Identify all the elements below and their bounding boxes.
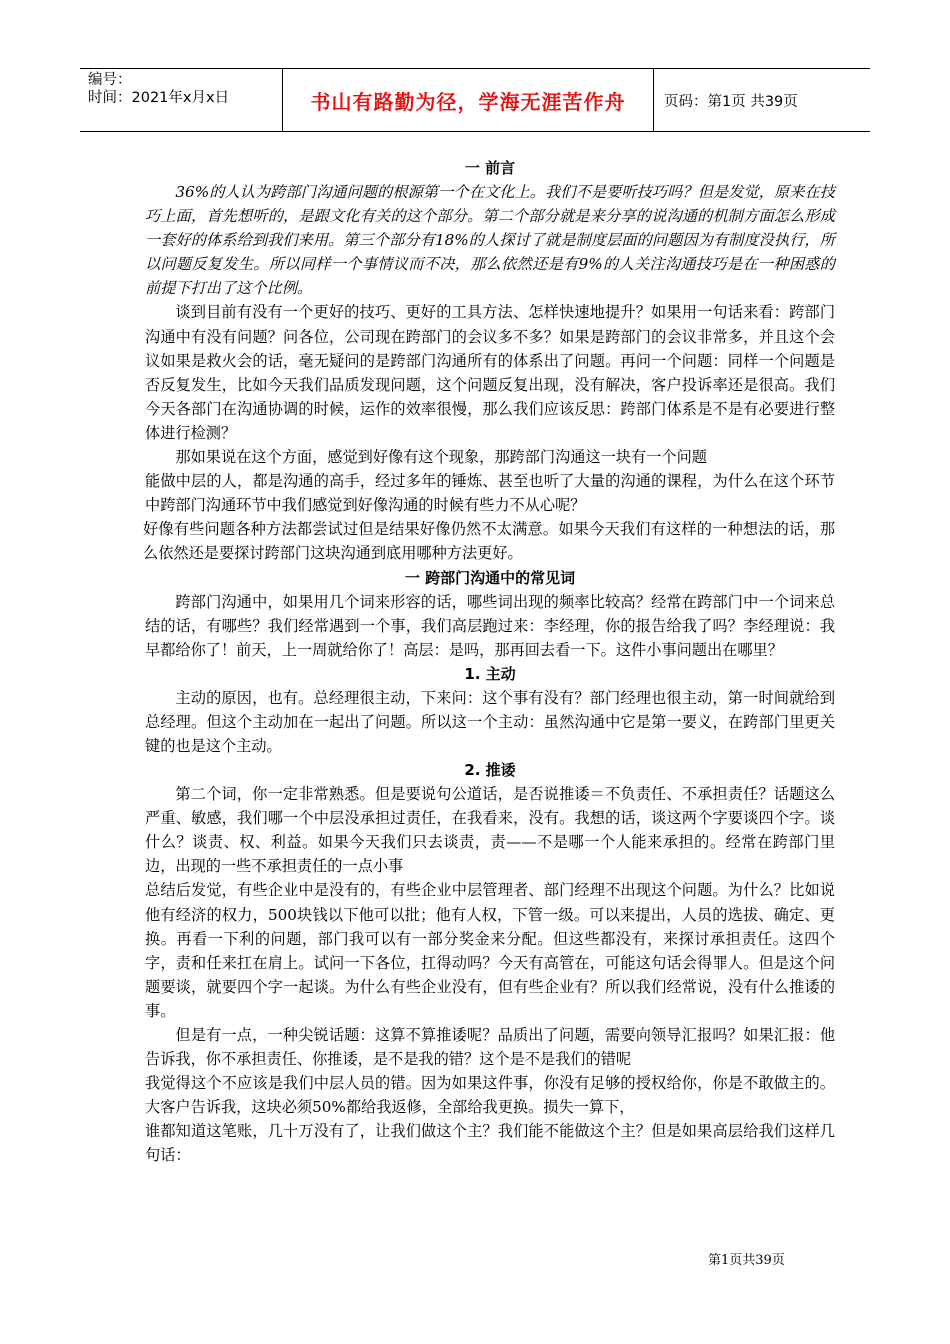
paragraph: 我觉得这个不应该是我们中层人员的错。因为如果这件事，你没有足够的授权给你，你是不敢做主的。大客户告诉我，这块必须50%都给我返修，全部给我更换。损失一算下， — [145, 1074, 835, 1117]
header-motto-cell — [282, 69, 654, 131]
paragraph: 好像有些问题各种方法都尝试过但是结果好像仍然不太满意。如果今天我们有这样的一种想法的话，那么依然还是要探讨跨部门这块沟通到底用哪种方法更好。 — [143, 520, 835, 563]
header-info-cell — [80, 69, 282, 131]
paragraph-intro: 36%的人认为跨部门沟通问题的根源第一个在文化上。我们不是要听技巧吗？但是发觉，原来在技巧上面，首先想听的，是跟文化有关的这个部分。第二个部分就是来分享的说沟通的机制方面怎么形成一套好的体系给到我们来用。第三个部分有18%的人探讨了就是制度层面的问题因为有制度没执行，所以问题反复发生。所以同样一个事情议而不决，那么依然还是有9%的人关注沟通技巧是在一种困惑的前提下打出了这个比例。 — [145, 183, 835, 298]
paragraph: 那如果说在这个方面，感觉到好像有这个现象，那跨部门沟通这一块有一个问题 — [175, 448, 707, 467]
document-number-label: 编号： — [88, 72, 132, 88]
paragraph: 谈到目前有没有一个更好的技巧、更好的工具方法、怎样快速地提升？如果用一句话来看：跨部门沟通中有没有问题？问各位，公司现在跨部门的会议多不多？如果是跨部门的会议非常多，并且这个会议如果是救火会的话，毫无疑问的是跨部门沟通所有的体系出了问题。再问一个问题：同样一个问题是否反复发生，比如今天我们品质发现问题，这个问题反复出现，没有解决，客户投诉率还是很高。我们今天各部门在沟通协调的时候，运作的效率很慢，那么我们应该反思：跨部门体系是不是有必要进行整体进行检测？ — [145, 303, 835, 442]
paragraph: 主动的原因，也有。总经理很主动，下来问：这个事有没有？部门经理也很主动，第一时间就给到总经理。但这个主动加在一起出了问题。所以这一个主动：虽然沟通中它是第一要义，在跨部门里更关键的也是这个主动。 — [145, 688, 835, 755]
subheading-initiative: 1. 主动 — [464, 664, 516, 683]
paragraph: 能做中层的人，都是沟通的高手，经过多年的锤炼、甚至也听了大量的沟通的课程，为什么在这个环节中跨部门沟通环节中我们感觉到好像沟通的时候有些力不从心呢？ — [145, 472, 835, 515]
paragraph: 第二个词，你一定非常熟悉。但是要说句公道话，是否说推诿＝不负责任、不承担责任？话题这么严重、敏感，我们哪一个中层没承担过责任，在我看来，没有。我想的话，谈这两个字要谈四个字。谈什么？谈责、权、利益。如果今天我们只去谈责，责——不是哪一个人能来承担的。经常在跨部门里边，出现的一些不承担责任的一点小事 — [145, 785, 835, 876]
document-date: 时间：2021年x月x日 — [88, 90, 230, 106]
section-heading-preface: 一 前言 — [464, 159, 516, 177]
paragraph: 但是有一点，一种尖锐话题：这算不算推诿呢？品质出了问题，需要向领导汇报吗？如果汇报：他告诉我，你不承担责任、你推诿，是不是我的错？这个是不是我们的错呢 — [145, 1026, 835, 1069]
paragraph: 谁都知道这笔账，几十万没有了，让我们做这个主？我们能不能做这个主？但是如果高层给我们这样几句话： — [145, 1122, 835, 1165]
document-body — [145, 156, 835, 1168]
page-header — [80, 68, 870, 132]
header-page-cell — [654, 69, 870, 131]
header-page-code: 页码：第1页 共39页 — [664, 93, 798, 110]
page-footer-indicator: 第1页共39页 — [708, 1253, 785, 1268]
header-motto: 书山有路勤为径，学海无涯苦作舟 — [310, 89, 626, 114]
subheading-shirking: 2. 推诿 — [464, 761, 516, 780]
paragraph: 总结后发觉，有些企业中是没有的，有些企业中层管理者、部门经理不出现这个问题。为什么？比如说他有经济的权力，500块钱以下他可以批；他有人权，下管一级。可以来提出，人员的选拔、确定、更换。再看一下利的问题，部门我可以有一部分奖金来分配。但这些都没有，来探讨承担责任。这四个字，责和任来扛在肩上。试问一下各位，扛得动吗？今天有高管在，可能这句话会得罪人。但是这个问题要谈，就要四个字一起谈。为什么有些企业没有，但有些企业有？所以我们经常说，没有什么推诿的事。 — [145, 881, 835, 1020]
paragraph: 跨部门沟通中，如果用几个词来形容的话，哪些词出现的频率比较高？经常在跨部门中一个词来总结的话，有哪些？我们经常遇到一个事，我们高层跑过来：李经理，你的报告给我了吗？李经理说：我早都给你了！前天，上一周就给你了！高层：是吗，那再回去看一下。这件小事问题出在哪里？ — [145, 592, 835, 659]
section-heading-common-words: 一 跨部门沟通中的常见词 — [404, 568, 576, 587]
